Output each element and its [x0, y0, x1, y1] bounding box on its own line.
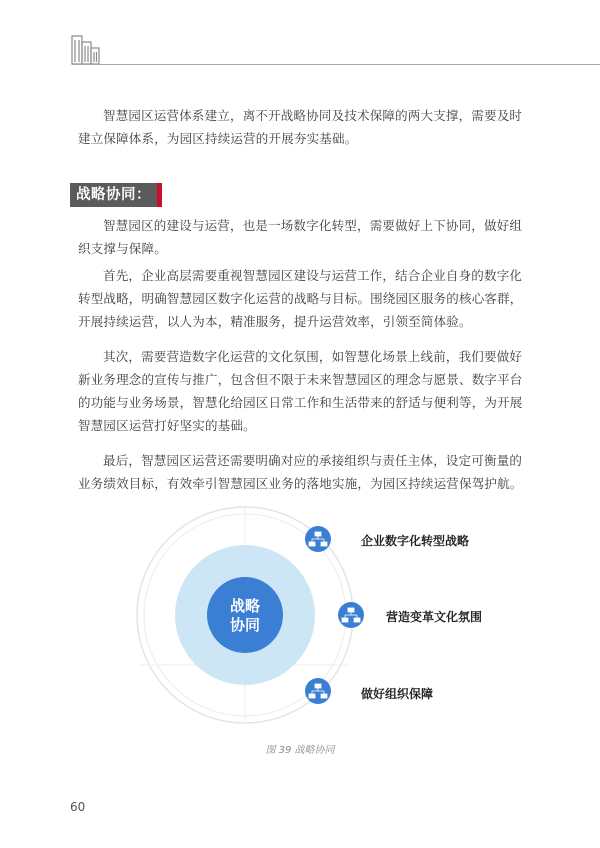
node-1: [305, 526, 331, 552]
section-accent-bar: [157, 183, 162, 207]
center-label-line1: 战略: [229, 597, 261, 615]
paragraph-2: 首先，企业高层需要重视智慧园区建设与运营工作，结合企业自身的数字化转型战略，明确智慧园区数字化运营的战略与目标。围绕园区服务的核心客群，开展持续运营，以人为本，精准服务，提升运营效率，引领至简体验。: [78, 268, 523, 329]
intro-paragraph: 智慧园区运营体系建立，离不开战略协同及技术保障的两大支撑，需要及时建立保障体系，为园区持续运营的开展夯实基础。: [78, 108, 523, 146]
diagram-graphic: [0, 505, 600, 735]
building-logo-icon: [68, 30, 108, 66]
item-label-1: 企业数字化转型战略: [361, 534, 470, 548]
node-2: [338, 602, 364, 628]
figure-caption: 图 39 战略协同: [265, 745, 335, 756]
paragraph-4: 最后，智慧园区运营还需要明确对应的承接组织与责任主体，设定可衡量的业务绩效目标，有效牵引智慧园区业务的落地实施，为园区持续运营保驾护航。: [78, 453, 523, 491]
paragraph-1: 智慧园区的建设与运营，也是一场数字化转型，需要做好上下协同，做好组织支撑与保障。: [78, 218, 523, 256]
center-circle: [207, 577, 283, 653]
page-number: 60: [70, 800, 86, 814]
item-label-3: 做好组织保障: [361, 687, 434, 701]
paragraph-3: 其次，需要营造数字化运营的文化氛围，如智慧化场景上线前，我们要做好新业务理念的宣传与推广，包含但不限于未来智慧园区的理念与愿景、数字平台的功能与业务场景，智慧化给园区日常工作和生活带来的舒适与便利等，为开展智慧园区运营打好坚实的基础。: [78, 349, 523, 433]
node-3: [305, 678, 331, 704]
center-label-line2: 协同: [229, 616, 261, 634]
header-rule: [72, 64, 600, 65]
section-title: 战略协同：: [70, 183, 157, 207]
strategy-diagram: [0, 505, 600, 735]
section-heading: [70, 183, 162, 207]
item-label-2: 营造变革文化氛围: [386, 610, 483, 624]
